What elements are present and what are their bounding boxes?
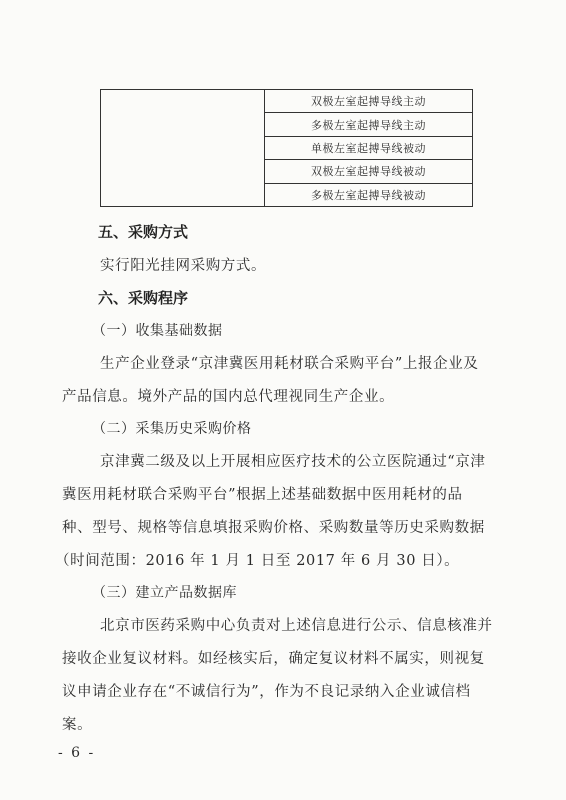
sub1-line: 产品信息。境外产品的国内总代理视同生产企业。 (62, 389, 395, 405)
page-number: - 6 - (58, 745, 96, 761)
sub2-line: （时间范围：2016 年 1 月 1 日至 2017 年 6 月 30 日）。 (55, 553, 460, 569)
sub3-line: 北京市医药采购中心负责对上述信息进行公示、信息核准并 (100, 618, 493, 634)
table-right-column (265, 90, 472, 206)
sub2-line: 冀医用耗材联合采购平台”根据上述基础数据中医用耗材的品 (62, 487, 463, 503)
table-row: 单极左室起搏导线被动 (265, 137, 472, 160)
sub2-line: 种、型号、规格等信息填报采购价格、采购数量等历史采购数据 (62, 520, 485, 536)
sub2-line: 京津冀二级及以上开展相应医疗技术的公立医院通过“京津 (100, 454, 486, 470)
table-merged-cell (101, 90, 265, 206)
section5-text: 实行阳光挂网采购方式。 (100, 258, 267, 274)
sub3-line: 议申请企业存在“不诚信行为”，作为不良记录纳入企业诚信档 (62, 684, 471, 700)
sub3-line: 案。 (62, 717, 93, 733)
table-row: 多极左室起搏导线被动 (311, 188, 426, 202)
sub1-line: 生产企业登录“京津冀医用耗材联合采购平台”上报企业及 (100, 356, 479, 372)
sub3-line: 接收企业复议材料。如经核实后，确定复议材料不属实，则视复 (62, 651, 485, 667)
table-row: 双极左室起搏导线主动 (265, 90, 472, 113)
sub3-heading: （三）建立产品数据库 (92, 585, 237, 601)
sub1-heading: （一）收集基础数据 (92, 323, 223, 339)
section5-heading: 五、采购方式 (98, 223, 189, 241)
table-row: 双极左室起搏导线被动 (265, 160, 472, 183)
product-table (100, 89, 473, 207)
sub2-heading: （二）采集历史采购价格 (92, 421, 252, 437)
table-row: 多极左室起搏导线主动 (265, 113, 472, 136)
section6-heading: 六、采购程序 (98, 289, 189, 307)
